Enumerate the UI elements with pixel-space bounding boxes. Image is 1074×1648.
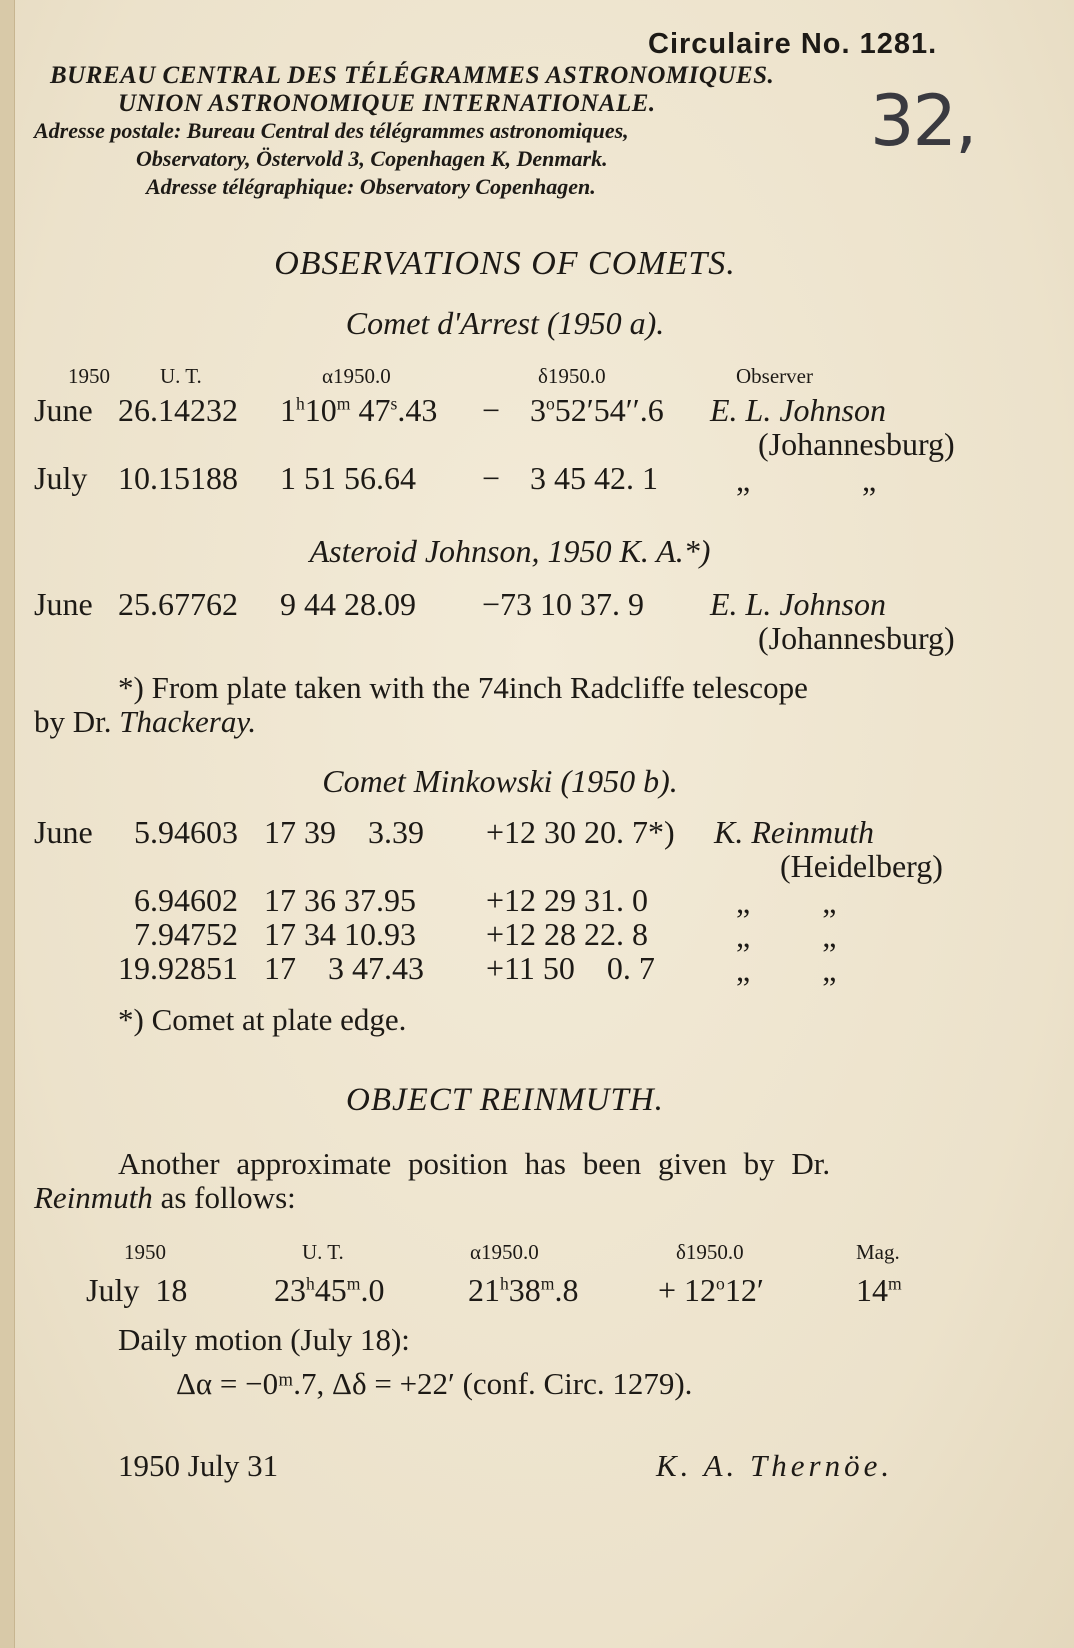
ditto-mark: „ — [736, 462, 751, 498]
col-mag: Mag. — [856, 1240, 900, 1264]
asteroid-note-line2: by Dr. Thackeray. — [34, 704, 257, 739]
col-ut: U. T. — [302, 1240, 344, 1264]
row-ut: 19.92851 — [118, 950, 238, 986]
row-dec: +11 50 0. 7 — [486, 950, 655, 986]
header-telegraph: Adresse télégraphique: Observatory Copenhagen. — [146, 174, 596, 199]
row-dec: +12 29 31. 0 — [486, 882, 649, 918]
row-mag: 14$^m$ — [856, 1272, 902, 1308]
minkowski-note: *) Comet at plate edge. — [118, 1002, 407, 1037]
row-dec: 3 45 42. 1 — [530, 460, 658, 496]
row-ut: 23$^h$45$^m$.0 — [274, 1272, 385, 1308]
row-month: June — [34, 814, 93, 850]
row-ut: 5.94603 — [134, 814, 238, 850]
col-observer: Observer — [736, 364, 813, 388]
ditto-mark: „ „ — [736, 918, 837, 954]
row-ra: 17 34 10.93 — [264, 916, 416, 952]
col-dec: δ1950.0 — [538, 364, 606, 388]
footer-date: 1950 July 31 — [118, 1448, 279, 1483]
col-ra: α1950.0 — [322, 364, 391, 388]
asteroid-title: Asteroid Johnson, 1950 K. A.*) — [309, 533, 711, 569]
row-location: (Johannesburg) — [758, 620, 955, 656]
row-ut: 25.67762 — [118, 586, 238, 622]
reinmuth-paragraph: Another approximate position has been given by Dr. — [118, 1146, 831, 1181]
ditto-mark: „ „ — [736, 884, 837, 920]
row-ut: 10.15188 — [118, 460, 238, 496]
row-dec: −73 10 37. 9 — [482, 586, 645, 622]
header-address: Observatory, Östervold 3, Copenhagen K, Denmark. — [136, 146, 608, 171]
comet-minkowski-title: Comet Minkowski (1950 b). — [322, 763, 678, 799]
ditto-mark: „ „ — [736, 952, 837, 988]
row-observer: K. Reinmuth — [714, 814, 874, 850]
row-ra: 17 39 3.39 — [264, 814, 424, 850]
circular-number: Circulaire No. 1281. — [648, 28, 938, 60]
row-dec: + $12^o12'$ — [658, 1272, 764, 1308]
col-dec: δ1950.0 — [676, 1240, 744, 1264]
row-dec-sign: − — [482, 392, 501, 428]
row-ut: 26.14232 — [118, 392, 238, 428]
row-dec: +12 30 20. 7*) — [486, 814, 675, 850]
row-month: June — [34, 392, 93, 428]
row-ra: 1 51 56.64 — [280, 460, 416, 496]
header-postal: Adresse postale: Bureau Central des télégrammes astronomiques, — [34, 118, 629, 143]
row-ra: 1$^h$10$^m$ 47$^s$.43 — [280, 392, 438, 428]
row-ut: 6.94602 — [134, 882, 238, 918]
asteroid-note: *) From plate taken with the 74inch Radcliffe telescope — [118, 670, 808, 705]
row-ra: 17 36 37.95 — [264, 882, 416, 918]
col-year: 1950 — [68, 364, 110, 388]
footer-signature: K. A. Thernöe. — [656, 1448, 894, 1483]
row-observer: E. L. Johnson — [710, 586, 886, 622]
ditto-mark: „ — [862, 462, 877, 498]
col-ut: U. T. — [160, 364, 202, 388]
row-ra: 9 44 28.09 — [280, 586, 416, 622]
row-ra: 17 3 47.43 — [264, 950, 424, 986]
row-date: July 18 — [86, 1272, 188, 1308]
section-title-observations: OBSERVATIONS OF COMETS. — [274, 245, 736, 282]
handwritten-number: 32, — [870, 80, 976, 162]
row-ut: 7.94752 — [134, 916, 238, 952]
row-dec: +12 28 22. 8 — [486, 916, 649, 952]
col-ra: α1950.0 — [470, 1240, 539, 1264]
row-location: (Heidelberg) — [780, 848, 943, 884]
row-dec: 3$^o$52′54′′.6 — [530, 392, 664, 428]
row-observer: E. L. Johnson — [710, 392, 886, 428]
row-dec-sign: − — [482, 460, 501, 496]
header-bureau: BUREAU CENTRAL DES TÉLÉGRAMMES ASTRONOMIQUES. — [50, 62, 775, 89]
daily-motion-label: Daily motion (July 18): — [118, 1322, 410, 1357]
row-ra: 21$^h$38$^m$.8 — [468, 1272, 579, 1308]
header-union: UNION ASTRONOMIQUE INTERNATIONALE. — [118, 90, 656, 117]
row-month: July — [34, 460, 88, 496]
reinmuth-paragraph-line2: Reinmuth as follows: — [34, 1180, 296, 1215]
row-location: (Johannesburg) — [758, 426, 955, 462]
row-month: June — [34, 586, 93, 622]
col-year: 1950 — [124, 1240, 166, 1264]
motion-formula: Δα = −0ᵐ.7, Δδ = +22′ (conf. Circ. 1279). — [176, 1366, 693, 1401]
section-title-object-reinmuth: OBJECT REINMUTH. — [346, 1082, 664, 1118]
comet-darrest-title: Comet d'Arrest (1950 a). — [345, 305, 665, 341]
